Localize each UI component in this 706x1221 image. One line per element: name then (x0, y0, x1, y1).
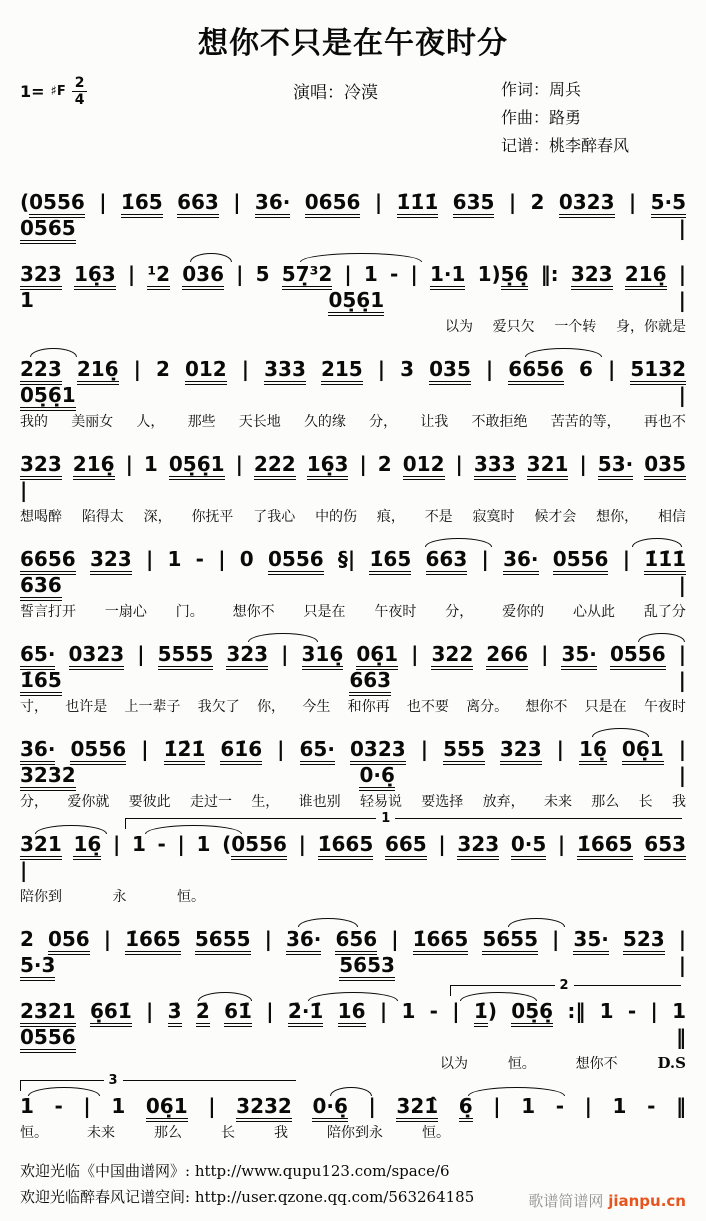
beamed-note-group: 1·1 (430, 262, 465, 290)
beamed-note-group: 36· (286, 927, 321, 955)
beamed-note-group: 323 (457, 832, 499, 860)
lyric-syllable: 那么 (591, 794, 620, 810)
notation-line: 65· 0323 | 5555 323 | 316̣ 06̣1 | 322 266 | 35· 0556 | 1̇65 663 | (20, 641, 686, 693)
beamed-note-group: 6656 (508, 357, 564, 385)
lyric-syllable: 只是在 (584, 699, 627, 715)
notation-line: 36· 0556 | 1̇2̇1̇ 61̇6 | 65· 0323 | 555 323 | 16̣ 06̣1 | 3232 0·6̣ | (20, 736, 686, 788)
lyric-syllable: 离分。 (466, 699, 509, 715)
beamed-note-group: 16 (338, 999, 366, 1027)
slur-arc-icon (508, 918, 565, 927)
lyric-syllable: 只是在 (303, 604, 346, 620)
lyric-syllable: 一个转 (554, 319, 597, 335)
lyric-syllable: 身，你就是 (615, 319, 686, 335)
music-system (20, 913, 686, 978)
lyric-syllable: 苦苦的等， (550, 414, 621, 430)
beamed-note-group: 65· (20, 642, 55, 670)
beamed-note-group: 663 (349, 668, 391, 696)
music-system (20, 723, 686, 811)
beamed-note-group: 5̣6̣ (501, 262, 529, 290)
beamed-note-group: 1̇665 (125, 927, 181, 955)
beamed-note-group: 3232 (20, 763, 76, 791)
beamed-note-group: 0·6̣ (312, 1094, 347, 1122)
beamed-note-group: 1̇65 (20, 668, 62, 696)
beamed-note-group: ¹2 (147, 262, 170, 290)
beamed-note-group: 035 (429, 357, 471, 385)
beamed-note-group: 322 (431, 642, 473, 670)
lyric-syllable: 恒。 (20, 1125, 48, 1141)
beamed-note-group: 333 (264, 357, 306, 385)
beamed-note-group: 1̇1̇1̇ (397, 190, 439, 218)
beamed-note-group: 57̣³2 (282, 262, 333, 290)
beamed-note-group: 0556 (70, 737, 126, 765)
beamed-note-group: 06̣1 (146, 1094, 188, 1122)
notation-line: 1 - | 1 06̣1 | 3232 0·6̣ | 321̂ 6̣ | 1 - | 1 - ‖ (20, 1093, 686, 1119)
lyrics-line (440, 1053, 686, 1073)
beamed-note-group: 3232 (236, 1094, 292, 1122)
lyric-syllable: 分， (20, 794, 48, 810)
beamed-note-group: 16̣ (73, 832, 101, 860)
lyric-syllable: 长 (221, 1125, 235, 1141)
lyrics-line (20, 506, 686, 526)
beamed-note-group: 05̣6̣1 (20, 383, 76, 411)
lyric-syllable: 陷得太 (81, 509, 124, 525)
song-title: 想你不只是在午夜时分 (198, 26, 508, 61)
beamed-note-group: 1̇665 (318, 832, 374, 860)
lyric-syllable: 人， (136, 414, 165, 430)
lyrics-line (20, 791, 686, 811)
lyric-syllable: 想你不 (525, 699, 568, 715)
key-prefix: 1= (20, 82, 45, 101)
beamed-note-group: 523 (623, 927, 665, 955)
music-system (20, 533, 686, 621)
beamed-note-group: 61̇6 (220, 737, 262, 765)
lyric-syllable: 以为 (445, 319, 473, 335)
lyric-syllable: 深， (143, 509, 172, 525)
beamed-note-group: 6̣ (459, 1094, 473, 1122)
beamed-note-group: 663 (426, 547, 468, 575)
lyric-syllable: 想你， (596, 509, 639, 525)
beamed-note-group: 61̇ (224, 999, 252, 1027)
beamed-note-group: 653 (644, 832, 686, 860)
beamed-note-group: 05̣6̣1 (328, 288, 384, 316)
time-bottom: 4 (74, 92, 85, 108)
lyric-syllable: 一扇心 (104, 604, 147, 620)
beamed-note-group: 656 (335, 927, 377, 955)
slur-arc-icon (425, 538, 492, 547)
watermark-domain: jianpu.cn (608, 1191, 686, 1210)
beamed-note-group: 05̣6̣ (511, 999, 553, 1027)
lyric-syllable: 爱你就 (67, 794, 110, 810)
slur-arc-icon (300, 253, 422, 262)
beamed-note-group: 53· (598, 452, 633, 480)
beamed-note-group: 06̣1 (622, 737, 664, 765)
footer (20, 1158, 686, 1211)
beamed-note-group: 0565 (20, 216, 76, 244)
lyric-syllable: 恒。 (507, 1056, 536, 1072)
slur-arc-icon (35, 825, 107, 834)
lyric-syllable: 上一辈子 (124, 699, 181, 715)
beamed-note-group: 323 (500, 737, 542, 765)
performer: 演唱：冷漠 (293, 83, 378, 103)
beamed-note-group: 1̇1̇1̇ (644, 547, 686, 575)
lyric-syllable: 轻易说 (359, 794, 402, 810)
lyric-syllable: 走过一 (189, 794, 232, 810)
notation-line: 223 216̣ | 2 012 | 333 215 | 3 035 | 6656 6 | 5132 05̣6̣1 | (20, 356, 686, 408)
beamed-note-group: 1̇65 (121, 190, 163, 218)
lyric-syllable: 爱你的 (502, 604, 545, 620)
time-top: 2 (72, 76, 88, 92)
beamed-note-group: 636 (20, 573, 62, 601)
beamed-note-group: 0556 (20, 1025, 76, 1053)
beamed-note-group: 316̣ (302, 642, 344, 670)
lyric-syllable: 永 (112, 889, 127, 905)
beamed-note-group: 323 (226, 642, 268, 670)
notation-line: 6656 323 | 1 - | 0 0556 §| 1̇65 663 | 36· 0556 | 1̇1̇1̇ 636 | (20, 546, 686, 598)
beamed-note-group: 6656 (20, 547, 76, 575)
slur-arc-icon (248, 633, 318, 642)
lyric-syllable: 和你再 (347, 699, 390, 715)
lyric-syllable: 陪你到永 (327, 1125, 383, 1141)
lyric-syllable: 不敢拒绝 (471, 414, 528, 430)
beamed-note-group: 216̣ (73, 452, 115, 480)
beamed-note-group: 0·5 (511, 832, 546, 860)
site-links (20, 1158, 474, 1211)
volta-label: 1 (376, 811, 395, 826)
lyric-syllable: 午夜时 (643, 699, 686, 715)
notation-line: 321 16̣ | 1 - | 1 (0556 | 1̇665 665 | 323 0·5 | 1̇665 653 | (20, 832, 687, 882)
beamed-note-group: 06̣1 (356, 642, 398, 670)
site-link-qupu: 欢迎光临《中国曲谱网》: http://www.qupu123.com/space/6 (20, 1162, 450, 1180)
lyric-syllable: 也许是 (65, 699, 108, 715)
beamed-note-group: 012 (185, 357, 227, 385)
beamed-note-group: 323 (90, 547, 132, 575)
beamed-note-group: 5·5 (651, 190, 686, 218)
lyric-syllable: 门。 (175, 604, 204, 620)
beamed-note-group: 2̇·1̇ (288, 999, 323, 1027)
beamed-note-group: 663 (177, 190, 219, 218)
beamed-note-group: 16̣ (579, 737, 607, 765)
lyric-syllable: 午夜时 (374, 604, 417, 620)
lyric-syllable: 未来 (543, 794, 572, 810)
lyric-syllable: 中的伤 (315, 509, 358, 525)
beamed-note-group: 0556 (610, 642, 666, 670)
lyric-syllable: 候才会 (534, 509, 577, 525)
lyric-syllable: 乱了分 (643, 604, 686, 620)
beamed-note-group: 0323 (69, 642, 125, 670)
slur-arc-icon (330, 1087, 372, 1096)
lyric-syllable: 我欠了 (197, 699, 240, 715)
beamed-note-group: 665 (385, 832, 427, 860)
beamed-note-group: 036 (182, 262, 224, 290)
beamed-note-group: 635 (453, 190, 495, 218)
lyric-syllable: 爱只欠 (492, 319, 535, 335)
music-system (20, 176, 686, 241)
lyric-syllable: 谁也别 (298, 794, 341, 810)
lyric-syllable: 分， (369, 414, 398, 430)
beamed-note-group: 333 (474, 452, 516, 480)
lyric-syllable: 想你不 (232, 604, 275, 620)
slur-arc-icon (632, 538, 682, 547)
music-system (20, 628, 686, 716)
slur-arc-icon (198, 992, 252, 1001)
lyrics-line (445, 316, 686, 336)
beamed-note-group: 0556 (268, 547, 324, 575)
beamed-note-group: 216̣ (625, 262, 667, 290)
lyric-syllable: 天长地 (238, 414, 281, 430)
beamed-note-group: 321 (20, 832, 62, 860)
credit-line: 记谱：桃李醉春风 (501, 136, 630, 155)
lyric-syllable: 久的缘 (303, 414, 346, 430)
beamed-note-group: 35· (561, 642, 596, 670)
lyric-syllable: 陪你到 (20, 889, 62, 905)
lyric-syllable: 也不要 (406, 699, 449, 715)
beamed-note-group: 36· (255, 190, 290, 218)
beamed-note-group: 5132 (630, 357, 686, 385)
lyric-syllable: 那么 (154, 1125, 182, 1141)
slur-arc-icon (525, 348, 602, 357)
lyric-syllable: 那些 (187, 414, 216, 430)
beamed-note-group: 1̇65 (369, 547, 411, 575)
slur-arc-icon (592, 728, 649, 737)
lyrics-line (20, 1122, 450, 1142)
beamed-note-group: 035 (644, 452, 686, 480)
beamed-note-group: 323 (20, 262, 62, 290)
beamed-note-group: 1̇665 (577, 832, 633, 860)
beamed-note-group: 0556 (29, 190, 85, 218)
beamed-note-group: 05̣6̣1 (169, 452, 225, 480)
beamed-note-group: 0323 (350, 737, 406, 765)
header-row (20, 76, 686, 160)
lyric-syllable: 再也不 (643, 414, 686, 430)
beamed-note-group: 321 (527, 452, 569, 480)
beamed-note-group: 0556 (231, 832, 287, 860)
notation-line: (0556 | 1̇65 663 | 36· 0656 | 1̇1̇1̇ 635 | 2 0323 | 5·5 0565 | (20, 189, 686, 241)
beamed-note-group: 012 (403, 452, 445, 480)
lyric-syllable: 我 (671, 794, 686, 810)
lyric-syllable: 恒。 (422, 1125, 450, 1141)
beamed-note-group: 0656 (305, 190, 361, 218)
beamed-note-group: 5655 (195, 927, 251, 955)
music-system (20, 1073, 686, 1142)
volta-label: 3 (104, 1073, 123, 1088)
lyric-syllable: 相信 (657, 509, 686, 525)
ds-mark: D.S (657, 1054, 686, 1072)
beamed-note-group: 5·3 (20, 953, 55, 981)
beamed-note-group: 5653 (339, 953, 395, 981)
lyric-syllable: 我的 (20, 414, 48, 430)
lyric-syllable: 放弃， (482, 794, 525, 810)
notation-line: 2321 6̣61̇ | 3̇ 2̇ 61̇ | 2̇·1̇ 16 | 1 - | 1̇) 05̣6̣ :‖ 1 - | 1 0556 ‖ (20, 998, 686, 1050)
music-system (20, 343, 686, 431)
key-signature (20, 76, 170, 107)
beamed-note-group: 5555 (158, 642, 214, 670)
music-system (20, 438, 686, 526)
site-link-qzone: 欢迎光临醉春风记谱空间: http://user.qzone.qq.com/563264185 (20, 1188, 475, 1207)
lyric-syllable: 要彼此 (128, 794, 171, 810)
slur-arc-icon (298, 918, 358, 927)
beamed-note-group: 323 (20, 452, 62, 480)
beamed-note-group: 0556 (553, 547, 609, 575)
beamed-note-group: 2̇ (196, 999, 210, 1027)
beamed-note-group: 5655 (482, 927, 538, 955)
lyric-syllable: 我 (274, 1125, 288, 1141)
lyric-syllable: 想你不 (575, 1056, 618, 1072)
beamed-note-group: 323 (571, 262, 613, 290)
beamed-note-group: 65· (300, 737, 335, 765)
lyric-syllable: 未来 (87, 1125, 115, 1141)
lyric-syllable: 让我 (420, 414, 449, 430)
beamed-note-group: 1̇665 (413, 927, 469, 955)
slur-arc-icon (30, 348, 77, 357)
lyric-syllable: 不是 (424, 509, 453, 525)
lyric-syllable: 痕， (376, 509, 405, 525)
watermark (528, 1190, 686, 1211)
lyrics-line (20, 696, 686, 716)
credits (501, 76, 686, 160)
beamed-note-group: 555 (443, 737, 485, 765)
beamed-note-group: 216̣ (77, 357, 119, 385)
credit-line: 作曲：路勇 (501, 108, 582, 127)
beamed-note-group: 6̣61̇ (90, 999, 132, 1027)
beamed-note-group: 16̣3 (307, 452, 349, 480)
lyrics-line (20, 601, 686, 621)
lyric-syllable: 寂寞时 (472, 509, 515, 525)
time-signature (72, 76, 88, 107)
music-system (20, 978, 687, 1073)
beamed-note-group: 36· (20, 737, 55, 765)
lyric-syllable: 想喝醉 (20, 509, 62, 525)
score (20, 176, 686, 1142)
beamed-note-group: 222 (254, 452, 296, 480)
slur-arc-icon (308, 992, 398, 1001)
lyric-syllable: 美丽女 (71, 414, 114, 430)
volta-label: 2 (555, 978, 574, 993)
lyric-syllable: 生， (251, 794, 280, 810)
watermark-site-name: 歌谱简谱网 (528, 1191, 604, 1210)
lyric-syllable: 以为 (440, 1056, 468, 1072)
lyrics-line (20, 411, 686, 431)
beamed-note-group: 36· (503, 547, 538, 575)
beamed-note-group: 215 (321, 357, 363, 385)
lyric-syllable: 心从此 (573, 604, 615, 620)
lyric-syllable: 要选择 (421, 794, 464, 810)
beamed-note-group: 3̇ (168, 999, 182, 1027)
beamed-note-group: 1̇ (474, 999, 488, 1027)
sharp-icon: ♯F (50, 84, 66, 99)
lyric-syllable: 分， (445, 604, 474, 620)
lyric-syllable: 恒。 (177, 889, 205, 905)
beamed-note-group: 056 (48, 927, 90, 955)
lyric-syllable: 寸， (20, 699, 48, 715)
beamed-note-group: 223 (20, 357, 62, 385)
beamed-note-group: 35· (573, 927, 608, 955)
lyric-syllable: 长 (638, 794, 653, 810)
music-system (20, 811, 687, 906)
music-system (20, 248, 686, 336)
beamed-note-group: 321̂ (396, 1094, 438, 1122)
slur-arc-icon (468, 1087, 565, 1096)
notation-line: 2 056 | 1̇665 5655 | 36· 656 | 1̇665 5655 | 35· 523 | 5·3 5653 | (20, 926, 686, 978)
lyrics-line (20, 886, 205, 906)
notation-line: 323 16̣3 | ¹2 036 | 5 57̣³2 | 1 - | 1·1 1)5̣6̣ ‖: 323 216̣ | 1 05̣6̣1 | (20, 261, 686, 313)
lyric-syllable: 了我心 (253, 509, 296, 525)
beamed-note-group: 266 (486, 642, 528, 670)
slur-arc-icon (638, 633, 685, 642)
lyric-syllable: 今生 (302, 699, 331, 715)
lyric-syllable: 你抚平 (191, 509, 234, 525)
beamed-note-group: 0·6̣ (359, 763, 394, 791)
beamed-note-group: 1̇2̇1̇ (164, 737, 206, 765)
beamed-note-group: 0323 (559, 190, 615, 218)
lyric-syllable: 誓言打开 (20, 604, 76, 620)
beamed-note-group: 16̣3 (74, 262, 116, 290)
beamed-note-group: 2321 (20, 999, 76, 1027)
lyric-syllable: 你， (257, 699, 286, 715)
credit-line: 作词：周兵 (501, 80, 582, 99)
slur-arc-icon (190, 253, 232, 262)
notation-line: 323 216̣ | 1 05̣6̣1 | 222 16̣3 | 2 012 | 333 321 | 53· 035 | (20, 452, 687, 502)
